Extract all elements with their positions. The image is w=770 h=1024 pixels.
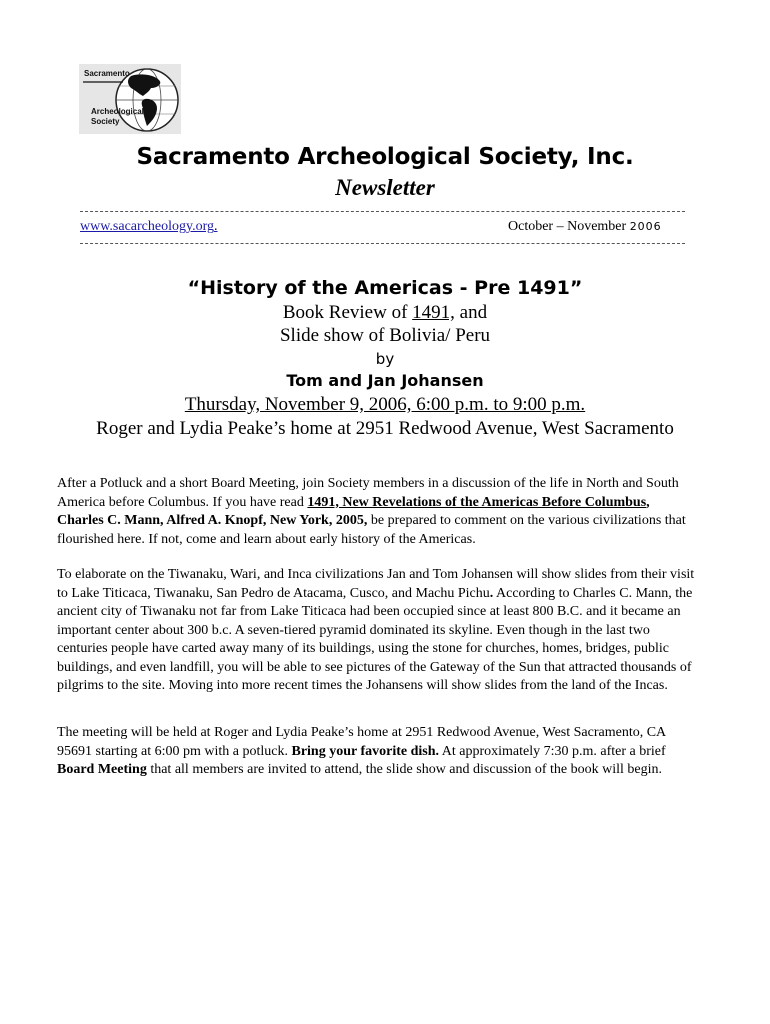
newsletter-title-rest: ewsletter (351, 175, 435, 200)
divider-top (80, 211, 685, 212)
logo-text-line2: Archeological (91, 107, 144, 116)
subtitle-suffix: and (454, 302, 488, 323)
paragraph-meeting-text-2: At approximately 7:30 p.m. after a brief (439, 743, 666, 759)
website-period: . (214, 219, 218, 234)
author-reference: Charles C. Mann, Alfred A. Knopf, New York, 2005, (57, 513, 368, 528)
subtitle-book-title: 1491, (412, 302, 455, 323)
event-presenters: Tom and Jan Johansen (286, 371, 484, 390)
website-link[interactable] (80, 219, 218, 235)
event-subtitle-slide-show: Slide show of Bolivia/ Peru (279, 325, 491, 346)
logo-text-line3: Society (91, 117, 120, 126)
paragraph-slides-text-1: To elaborate on the Tiwanaku, Wari, and Inca civilizations Jan and Tom Johansen will show slides from their visit to Lake Titicaca, Tiwanaku, San Pedro de Atacama, Cusco, and Machu Pichu (57, 567, 695, 601)
issue-date (508, 219, 662, 235)
paragraph-intro-text-1: After a Potluck and a short Board Meeting, join Society members in a discussion of the life in North and South America before Columbus. If you have read (57, 476, 679, 510)
book-reference: 1491, New Revelations of the Americas Before Columbus (307, 494, 647, 510)
paragraph-meeting-text-3: that all members are invited to attend, the slide show and discussion of the book will begin. (146, 762, 663, 777)
logo-text-line1: Sacramento (84, 69, 130, 78)
paragraph-intro-text-2: be prepared to comment on the various civilizations that flourished here. If not, come and learn about early history of the Americas. (57, 513, 686, 547)
paragraph-slides-text-2: According to Charles C. Mann, the ancient city of Tiwanaku not far from Lake Titicaca had been occupied since at least 800 B.C. and it became an important center about 300 b.c. A seven-tiered pyramid dominated its skyline. Even though in the last two centuries people have carted away many of its buildings, using the stone for churches, homes, bridges, public buildings, and even landfill, you will be able to see pictures of the Gateway of the Sun that attracted thousands of pilgrims to the site. Moving into more recent times the Johansens will show slides from the land of the Incas. (57, 585, 693, 693)
issue-months: October – November (508, 219, 627, 234)
paragraph-slides-period: . (489, 585, 494, 601)
paragraph-intro (57, 475, 697, 549)
event-location: Roger and Lydia Peake’s home at 2951 Redwood Avenue, West Sacramento (96, 418, 674, 439)
organization-name: Sacramento Archeological Society, Inc. (136, 144, 634, 170)
book-reference-comma: , (646, 494, 650, 510)
event-datetime: Thursday, November 9, 2006, 6:00 p.m. to 9:00 p.m. (184, 394, 586, 415)
board-meeting-label: Board Meeting (57, 762, 147, 777)
event-subtitle-book-review (0, 302, 770, 324)
event-title: “History of the Americas - Pre 1491” (187, 277, 583, 299)
divider-bottom (80, 243, 685, 244)
paragraph-meeting-text-1: The meeting will be held at Roger and Lydia Peake’s home at 2951 Redwood Avenue, West Sacramento, CA 95691 starting at 6:00 pm with a potluck. (57, 725, 666, 759)
website-url[interactable]: www.sacarcheology.org (80, 219, 214, 234)
paragraph-meeting-details (57, 724, 697, 780)
subtitle-prefix: Book Review of (282, 302, 413, 323)
society-logo (79, 64, 181, 134)
newsletter-title-initial: N (335, 175, 352, 200)
event-by-line: by (375, 350, 395, 368)
bring-dish-note: Bring your favorite dish. (291, 743, 440, 759)
newsletter-title (0, 175, 770, 201)
paragraph-slides (57, 566, 697, 696)
issue-year: 2006 (629, 220, 662, 233)
